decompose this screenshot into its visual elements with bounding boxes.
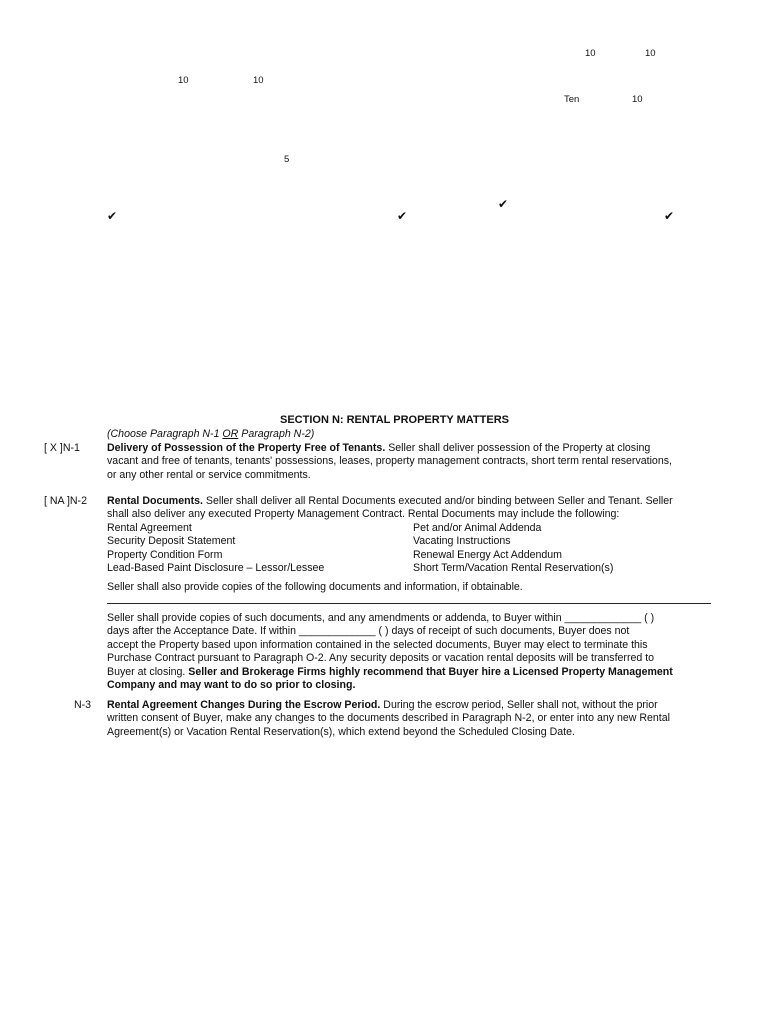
n2-label[interactable]: [ NA ]N-2: [44, 495, 87, 507]
document-name: Renewal Energy Act Addendum: [413, 548, 562, 561]
list-item: [107, 535, 667, 548]
n3-text: written consent of Buyer, make any changes to the documents described in Paragraph N-2, or enter into any new Rental: [107, 712, 670, 725]
n3-text: During the escrow period, Seller shall not, without the prior: [380, 699, 658, 711]
choose-or: OR: [222, 428, 239, 440]
n3-paragraph: [107, 699, 727, 739]
field-value: 5: [284, 154, 290, 165]
n1-label[interactable]: [ X ]N-1: [44, 442, 80, 454]
field-value: 10: [253, 75, 264, 86]
choose-instruction: [107, 428, 314, 441]
checkmark-icon: ✔: [498, 197, 509, 211]
n2-text: Seller shall deliver all Rental Documents executed and/or binding between Seller and Tenant. Seller: [202, 495, 673, 507]
n2-text: Seller shall provide copies of such documents, and any amendments or addenda, to Buyer within _____________ ( ): [107, 612, 655, 624]
rental-documents-list: [107, 522, 667, 576]
field-value: 10: [178, 75, 189, 86]
n1-text: Seller shall deliver possession of the Property at closing: [385, 442, 651, 454]
n2-text: Purchase Contract pursuant to Paragraph O-2. Any security deposits or vacation rental deposits will be transferred to: [107, 652, 655, 665]
n3-text: Agreement(s) or Vacation Rental Reservation(s), which extend beyond the Scheduled Closing Date.: [107, 725, 575, 738]
n2-text: shall also deliver any executed Property Management Contract. Rental Documents may include the following:: [107, 508, 620, 521]
recommendation-text: Seller and Brokerage Firms highly recommend that Buyer hire a Licensed Property Management: [188, 665, 673, 678]
n3-label: N-3: [74, 699, 92, 711]
document-name: Property Condition Form: [107, 548, 223, 561]
n1-paragraph: [107, 442, 727, 482]
n2-text: days after the Acceptance Date. If within _____________ ( ) days of receipt of such documents, Buyer does not: [107, 625, 630, 638]
document-name: Rental Agreement: [107, 522, 192, 534]
fill-in-line[interactable]: [107, 603, 711, 604]
n2-paragraph: [107, 495, 727, 522]
field-value: 10: [585, 48, 596, 59]
n1-text: or any other rental or service commitments.: [107, 468, 311, 481]
n2-copies-paragraph: [107, 612, 727, 692]
list-item: [107, 522, 667, 535]
n1-text: vacant and free of tenants, tenants' possessions, leases, property management contracts, short term rental reservations,: [107, 455, 672, 468]
list-item: [107, 549, 667, 562]
choose-pre: (Choose Paragraph N-1: [107, 428, 223, 440]
checkmark-icon: ✔: [664, 209, 675, 223]
list-item: [107, 562, 667, 575]
recommendation-text: Company and may want to do so prior to closing.: [107, 679, 356, 692]
n2-text: accept the Property based upon information contained in the selected documents, Buyer may elect to terminate this: [107, 638, 648, 651]
choose-post: Paragraph N-2): [238, 428, 315, 440]
n2-text: Buyer at closing.: [107, 665, 189, 678]
document-name: Short Term/Vacation Rental Reservation(s): [413, 562, 614, 575]
field-value: Ten: [564, 94, 580, 105]
n1-heading: Delivery of Possession of the Property Free of Tenants.: [107, 442, 386, 454]
document-name: Vacating Instructions: [413, 535, 511, 548]
document-name: Security Deposit Statement: [107, 535, 236, 548]
n2-heading: Rental Documents.: [107, 495, 203, 507]
field-value: 10: [632, 94, 643, 105]
document-name: Pet and/or Animal Addenda: [413, 522, 542, 534]
also-copies-text: Seller shall also provide copies of the following documents and information, if obtainable.: [107, 581, 523, 593]
section-title: SECTION N: RENTAL PROPERTY MATTERS: [280, 414, 509, 426]
field-value: 10: [645, 48, 656, 59]
document-name: Lead-Based Paint Disclosure – Lessor/Lessee: [107, 562, 325, 575]
checkmark-icon: ✔: [107, 209, 118, 223]
checkmark-icon: ✔: [397, 209, 408, 223]
n3-heading: Rental Agreement Changes During the Escrow Period.: [107, 699, 381, 711]
